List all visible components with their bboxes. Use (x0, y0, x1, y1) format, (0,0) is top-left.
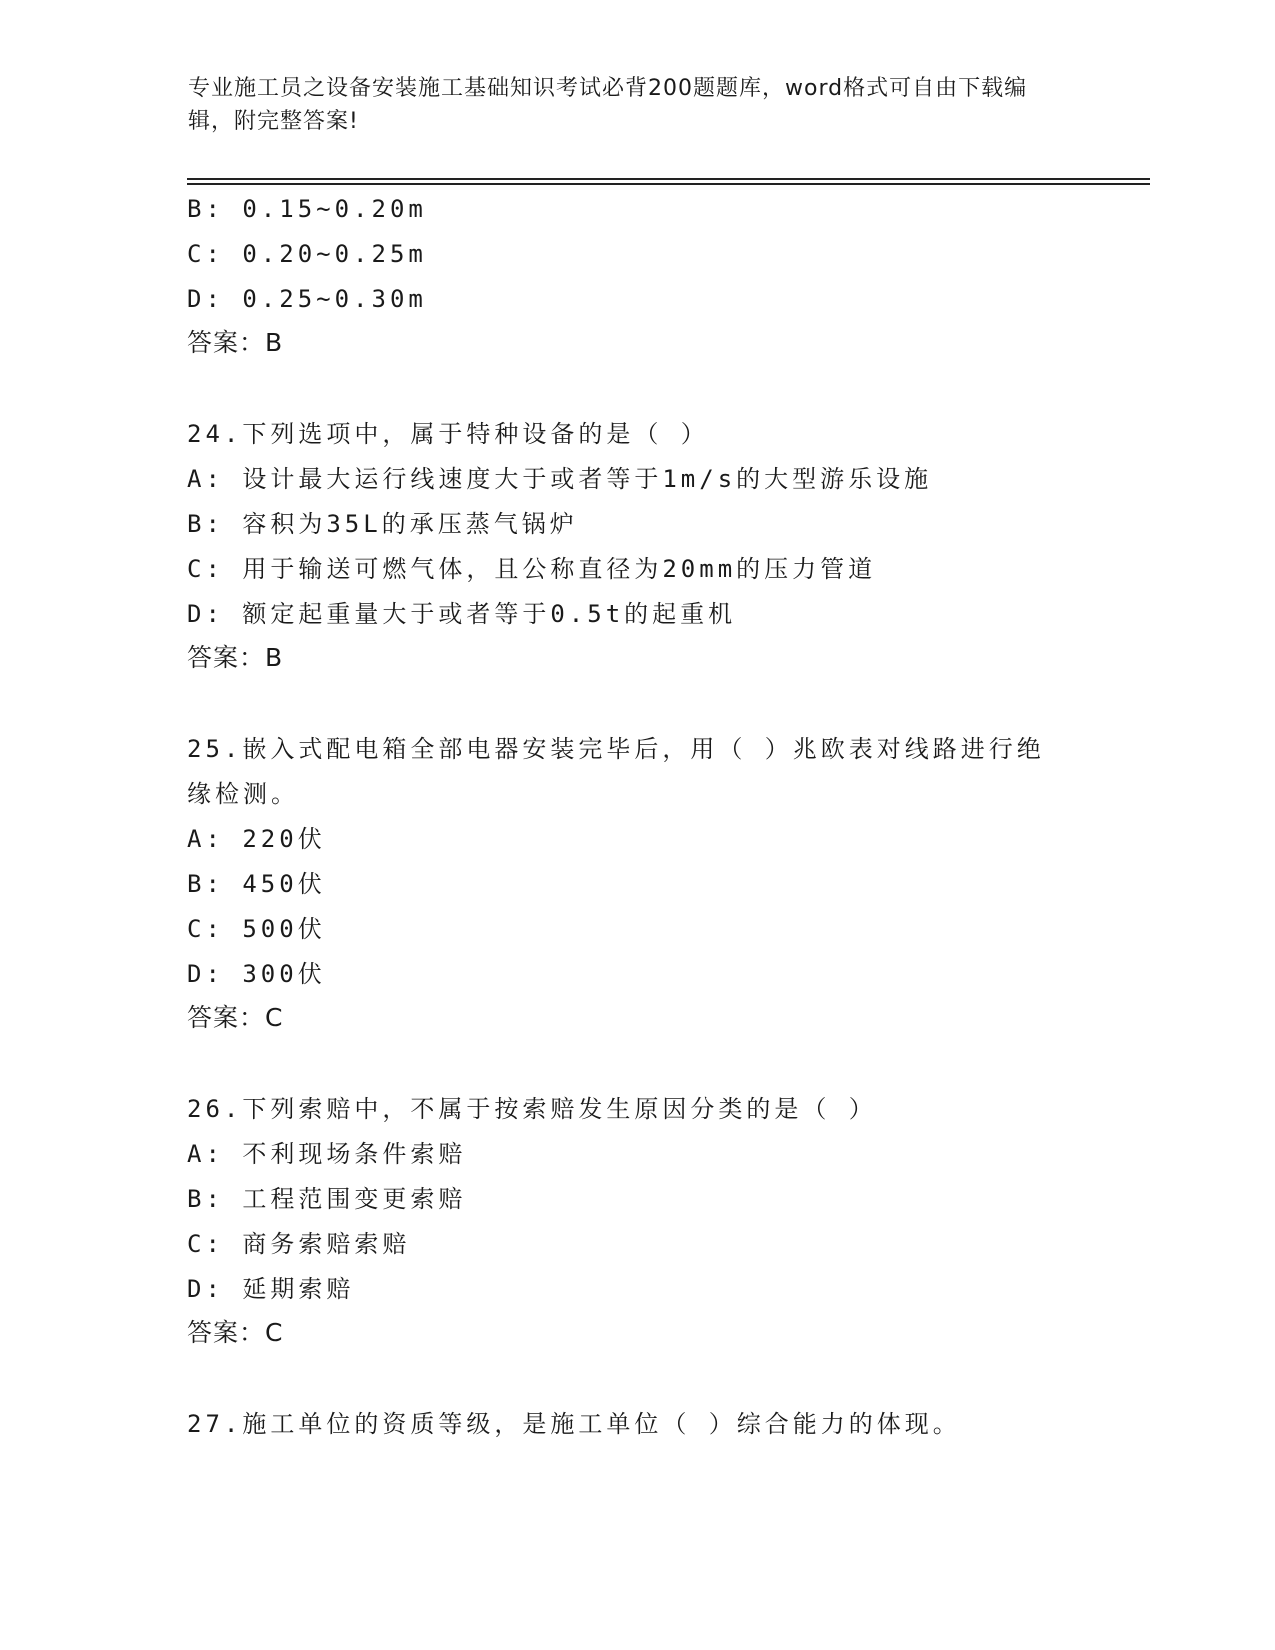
question-26: 26.下列索赔中，不属于按索赔发生原因分类的是（ ） (187, 1095, 877, 1123)
option-b-q23: B: 0.15~0.20m (187, 195, 427, 223)
document-title: 专业施工员之设备安装施工基础知识考试必背200题题库，word格式可自由下载编辑，附完整答案! (188, 76, 1028, 134)
option-c-q24: C: 用于输送可燃气体，且公称直径为20mm的压力管道 (187, 555, 877, 583)
question-24: 24.下列选项中，属于特种设备的是（ ） (187, 420, 709, 448)
answer-q23: 答案：B (187, 328, 284, 357)
option-a-q25: A: 220伏 (187, 825, 326, 853)
question-27: 27.施工单位的资质等级，是施工单位（ ）综合能力的体现。 (187, 1410, 961, 1438)
option-b-q26: B: 工程范围变更索赔 (187, 1185, 467, 1213)
header-rule-bottom (187, 183, 1150, 185)
option-d-q24: D: 额定起重量大于或者等于0.5t的起重机 (187, 600, 737, 628)
option-c-q25: C: 500伏 (187, 915, 326, 943)
answer-q25: 答案：C (187, 1003, 284, 1032)
question-25: 25.嵌入式配电箱全部电器安装完毕后，用（ ）兆欧表对线路进行绝 (187, 735, 1045, 763)
header-rule-top (187, 178, 1150, 180)
answer-q24: 答案：B (187, 643, 284, 672)
option-c-q26: C: 商务索赔索赔 (187, 1230, 411, 1258)
option-b-q24: B: 容积为35L的承压蒸气锅炉 (187, 510, 578, 538)
option-d-q25: D: 300伏 (187, 960, 326, 988)
option-d-q26: D: 延期索赔 (187, 1275, 355, 1303)
question-25-cont: 缘检测。 (187, 780, 299, 808)
option-a-q24: A: 设计最大运行线速度大于或者等于1m/s的大型游乐设施 (187, 465, 933, 493)
option-d-q23: D: 0.25~0.30m (187, 285, 427, 313)
answer-q26: 答案：C (187, 1318, 284, 1347)
option-c-q23: C: 0.20~0.25m (187, 240, 427, 268)
option-b-q25: B: 450伏 (187, 870, 326, 898)
option-a-q26: A: 不利现场条件索赔 (187, 1140, 467, 1168)
